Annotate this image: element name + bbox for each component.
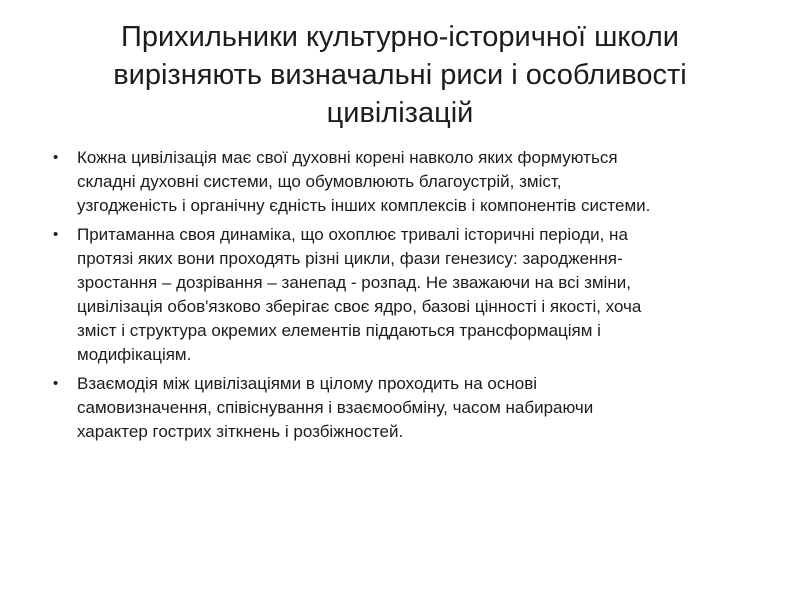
bullet-text-line: складні духовні системи, що обумовлюють благоустрій, зміст, xyxy=(77,172,562,191)
bullet-dot-icon: • xyxy=(53,375,59,392)
bullet-text-line: зміст і структура окремих елементів піддаються трансформаціям і xyxy=(77,321,601,340)
bullet-text-line: узгодженість і органічну єдність інших комплексів і компонентів системи. xyxy=(77,196,651,215)
bullet-text-line: зростання – дозрівання – занепад - розпад. Не зважаючи на всі зміни, xyxy=(77,273,631,292)
slide-title-line: Прихильники культурно-історичної школи xyxy=(120,21,680,53)
bullet-text-line: протязі яких вони проходять різні цикли, фази генезису: зародження- xyxy=(77,249,623,268)
bullet-text-line: модифікаціям. xyxy=(77,345,192,364)
bullet-dot-icon: • xyxy=(53,226,59,243)
slide-title-line: цивілізацій xyxy=(326,97,474,129)
bullet-item xyxy=(50,146,770,218)
slide-title xyxy=(60,18,740,132)
bullet-item xyxy=(50,223,770,367)
bullet-dot-icon: • xyxy=(53,149,59,166)
bullet-text-line: характер гострих зіткнень і розбіжностей. xyxy=(77,422,404,441)
bullet-text-line: цивілізація обов'язково зберігає своє ядро, базові цінності і якості, хоча xyxy=(77,297,642,316)
bullet-list xyxy=(50,146,770,449)
bullet-text-line: Взаємодія між цивілізаціями в цілому проходить на основі xyxy=(77,374,538,393)
bullet-text-line: Кожна цивілізація має свої духовні корені навколо яких формуються xyxy=(77,148,618,167)
bullet-text-line: самовизначення, співіснування і взаємообміну, часом набираючи xyxy=(77,398,594,417)
slide-title-line: вирізняють визначальні риси і особливості xyxy=(113,59,687,91)
bullet-text-line: Притаманна своя динаміка, що охоплює тривалі історичні періоди, на xyxy=(77,225,628,244)
bullet-item xyxy=(50,372,770,444)
